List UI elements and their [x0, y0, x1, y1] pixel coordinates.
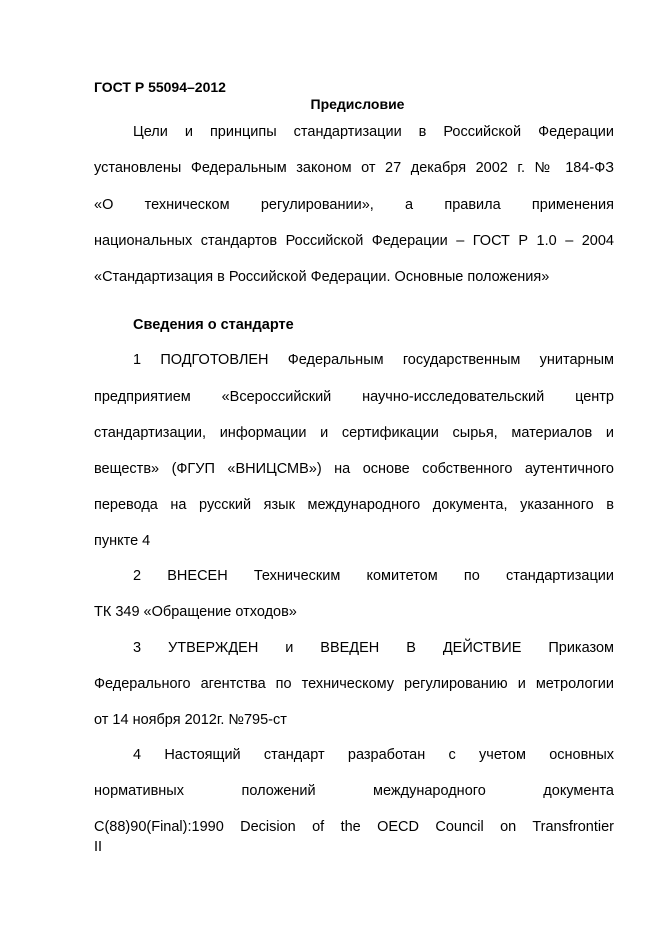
item3-line-1: 3 УТВЕРЖДЕН и ВВЕДЕН В ДЕЙСТВИЕ Приказом — [133, 640, 614, 656]
intro-line-1: Цели и принципы стандартизации в Российской Федерации — [133, 124, 614, 140]
intro-line-2: установлены Федеральным законом от 27 декабря 2002 г. № 184-ФЗ — [94, 160, 614, 176]
item2-line-1: 2 ВНЕСЕН Техническим комитетом по стандартизации — [133, 568, 614, 584]
item3-line-2: Федерального агентства по техническому регулированию и метрологии — [94, 676, 614, 692]
intro-line-3: «О техническом регулировании», а правила применения — [94, 197, 614, 213]
item4-line-1: 4 Настоящий стандарт разработан с учетом основных — [133, 747, 614, 763]
intro-line-5: «Стандартизация в Российской Федерации. Основные положения» — [94, 269, 550, 285]
item4-line-2: нормативных положений международного документа — [94, 783, 614, 799]
item2-line-2: ТК 349 «Обращение отходов» — [94, 604, 297, 620]
intro-line-4: национальных стандартов Российской Федерации – ГОСТ Р 1.0 – 2004 — [94, 233, 614, 249]
section-title: Предисловие — [310, 96, 405, 112]
item4-line-3: C(88)90(Final):1990 Decision of the OECD Council on Transfrontier — [94, 819, 614, 835]
standard-info-heading: Сведения о стандарте — [133, 317, 294, 333]
item3-line-3: от 14 ноября 2012г. №795-ст — [94, 712, 287, 728]
item1-line-3: стандартизации, информации и сертификации сырья, материалов и — [94, 425, 614, 441]
item1-line-6: пункте 4 — [94, 533, 151, 549]
item1-line-1: 1 ПОДГОТОВЛЕН Федеральным государственным унитарным — [133, 352, 614, 368]
page-number: II — [94, 839, 103, 855]
document-code: ГОСТ Р 55094–2012 — [94, 79, 226, 95]
item1-line-4: веществ» (ФГУП «ВНИЦСМВ») на основе собственного аутентичного — [94, 461, 614, 477]
item1-line-5: перевода на русский язык международного документа, указанного в — [94, 497, 614, 513]
item1-line-2: предприятием «Всероссийский научно-исследовательский центр — [94, 389, 614, 405]
